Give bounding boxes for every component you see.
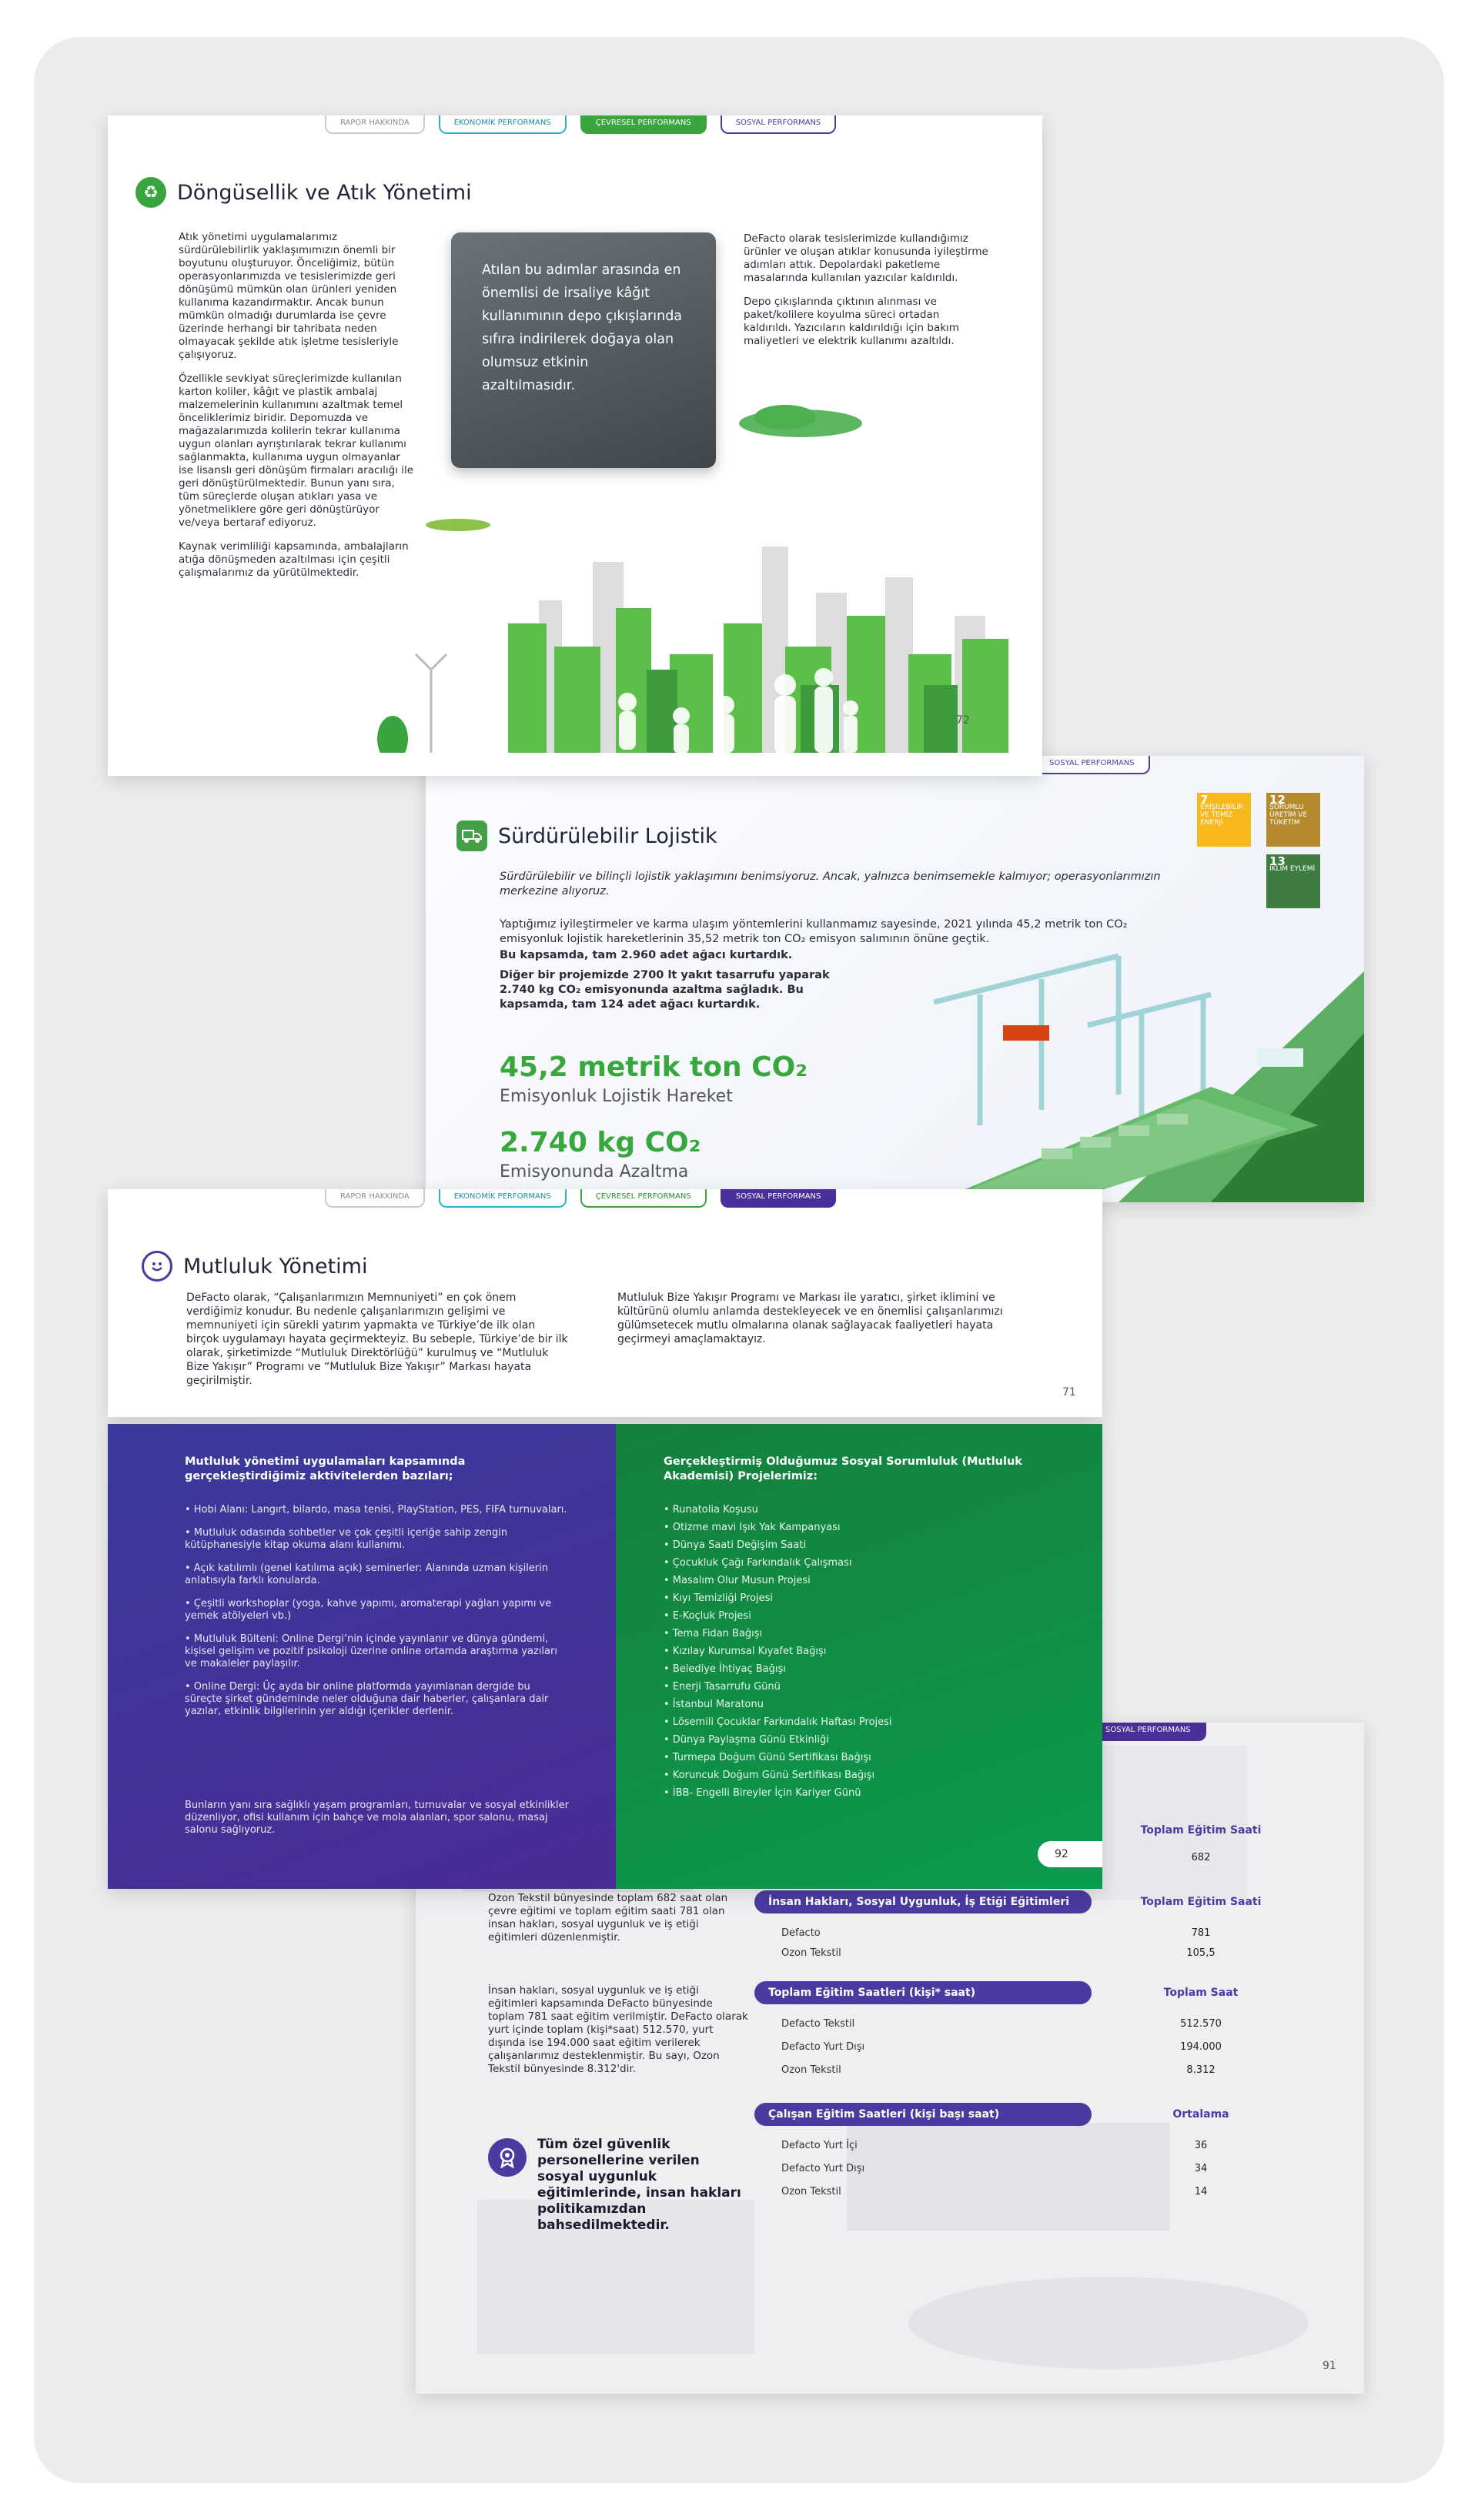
list-item: • Online Dergi: Üç ayda bir online platformda yayımlanan dergide bu süreçte şirket gündeminde neler olduğuna dair haberler, çalışanlara dair yazılar, etkinlik bilgilerinin yer aldığı içerikler derlenir.	[185, 1681, 549, 1717]
table2-column-header: Toplam Eğitim Saati	[1140, 1896, 1262, 1908]
quote-text: Atılan bu adımlar arasında en önemlisi de irsaliye kâğıt kullanımının depo çıkışlarında sıfıra indirilerek doğaya olan olumsuz etkinin azaltılmasıdır.	[482, 262, 683, 393]
list-item: • E-Koçluk Projesi	[664, 1610, 751, 1622]
tab-about-report[interactable]: RAPOR HAKKINDA	[325, 115, 425, 134]
sdg-7-badge	[1197, 793, 1251, 847]
list-item: • Koruncuk Doğum Günü Sertifikası Bağışı	[664, 1770, 875, 1781]
sdg-number: 7	[1200, 793, 1209, 807]
section-title-text: Sürdürülebilir Lojistik	[498, 824, 717, 848]
list-item: • Lösemili Çocuklar Farkındalık Haftası Projesi	[664, 1716, 892, 1728]
table3-row-value: 512.570	[1180, 2018, 1222, 2030]
list-item: • Kıyı Temizliği Projesi	[664, 1593, 774, 1604]
tab-social-performance[interactable]: SOSYAL PERFORMANS	[721, 1189, 837, 1208]
table3-row-label: Ozon Tekstil	[781, 2064, 841, 2076]
page-number: 71	[1062, 1386, 1076, 1399]
section-title	[142, 1251, 367, 1282]
list-item: • Açık katılımlı (genel katılıma açık) seminerler: Alanında uzman kişilerin anlatısıyla farklı konularda.	[185, 1562, 548, 1586]
page-number: 72	[956, 714, 970, 727]
sdg-13-badge	[1266, 854, 1320, 908]
section-title-text: Döngüsellik ve Atık Yönetimi	[177, 180, 472, 205]
list-item: • Çeşitli workshoplar (yoga, kahve yapımı, aromaterapi yağları yapımı ve yemek atölyeleri vb.)	[185, 1598, 552, 1622]
table4-row-label: Ozon Tekstil	[781, 2186, 841, 2197]
page-number: 92	[1038, 1841, 1102, 1867]
table4-row-value: 14	[1194, 2186, 1208, 2197]
list-item: • Runatolia Koşusu	[664, 1504, 758, 1516]
section-title-text: Mutluluk Yönetimi	[183, 1254, 368, 1278]
training-text-top: Ozon Tekstil bünyesinde toplam 682 saat olan çevre eğitimi ve toplam eğitim saati 781 olan insan hakları, sosyal uygunluk ve iş etiği eğitimleri düzenlenmiştir.	[488, 1892, 728, 1943]
activities-list	[185, 1504, 570, 1729]
stat-2-value: 2.740 kg CO₂	[500, 1127, 701, 1158]
stat-2-label: Emisyonunda Azaltma	[500, 1162, 689, 1181]
happiness-left-text: DeFacto olarak, “Çalışanlarımızın Memnuniyeti” en çok önem verdiğimiz konudur. Bu nedenle çalışanlarımızın gelişimi ve memnuniyeti için sürekli yatırım yapmakta ve Türkiye’de ilk olan birçok uygulamayı hayata geçirmekteyiz. Bu sebeple, Türkiye’de bir ilk olarak, şirketimizde “Mutluluk Direktörlüğü” kurulmuş ve “Mutluluk Bize Yakışır” Programı ve “Mutluluk Bize Yakışır” Markası hayata geçirilmiştir.	[186, 1292, 568, 1387]
list-item: • Turmepa Doğum Günü Sertifikası Bağışı	[664, 1752, 871, 1763]
green-city-illustration	[108, 115, 1042, 776]
activities-footer: Bunların yanı sıra sağlıklı yaşam programları, turnuvalar ve sosyal etkinlikler düzenliyor, ofisi kullanım için bahçe ve mola alanları, spor salonu, masaj salonu sağlıyoruz.	[185, 1800, 569, 1836]
sdg-number: 12	[1269, 793, 1286, 807]
logistics-body-3: Diğer bir projemizde 2700 lt yakıt tasarrufu yaparak 2.740 kg CO₂ emisyonunda azaltma sağladık. Bu kapsamda, tam 124 adet ağacı kurtardık.	[500, 969, 830, 1011]
list-item: • Otizme mavi Işık Yak Kampanyası	[664, 1522, 841, 1533]
tab-environmental-performance[interactable]: ÇEVRESEL PERFORMANS	[580, 115, 707, 134]
table3-pill-header: Toplam Eğitim Saatleri (kişi* saat)	[754, 1981, 1092, 2004]
table2-pill-header: İnsan Hakları, Sosyal Uygunluk, İş Etiği Eğitimleri	[754, 1890, 1092, 1913]
recycle-icon: ♻	[135, 177, 166, 208]
list-item: • Mutluluk odasında sohbetler ve çok çeşitli içeriğe sahip zengin kütüphanesiyle kitap okuma alanı kullanımı.	[185, 1527, 508, 1551]
table2-row-label: Ozon Tekstil	[781, 1947, 841, 1959]
table4-pill-header: Çalışan Eğitim Saatleri (kişi başı saat)	[754, 2103, 1092, 2126]
training-text-bottom: İnsan hakları, sosyal uygunluk ve iş etiği eğitimleri kapsamında DeFacto bünyesinde toplam 781 saat eğitim verilmiştir. DeFacto olarak yurt içinde toplam (kişi*saat) 512.570, yurt dışında ise 194.000 saat eğitim verilerek çalışanlarımız desteklenmiştir. Bu sayı, Ozon Tekstil bünyesinde 8.312'dir.	[488, 1984, 748, 2075]
list-item: • Tema Fidan Bağışı	[664, 1628, 763, 1639]
logistics-body-1: Yaptığımız iyileştirmeler ve karma ulaşım yöntemlerini kullanmamız sayesinde, 2021 yılında 45,2 metrik ton CO₂ emisyonluk lojistik hareketlerinin 35,52 metrik ton CO₂ emisyon salımının önüne geçtik.	[500, 918, 1128, 945]
list-item: • Enerji Tasarrufu Günü	[664, 1681, 781, 1693]
truck-icon	[456, 821, 487, 851]
tab-social-performance[interactable]: SOSYAL PERFORMANS	[721, 115, 837, 134]
tab-about-report[interactable]: RAPOR HAKKINDA	[325, 1189, 425, 1208]
table1-column-header: Toplam Eğitim Saati	[1140, 1824, 1262, 1837]
sdg-number: 13	[1269, 854, 1286, 868]
table4-row-value: 34	[1194, 2163, 1208, 2174]
list-item: • Kızılay Kurumsal Kıyafet Bağışı	[664, 1646, 827, 1657]
sdg-12-badge	[1266, 793, 1320, 847]
paragraph: Kaynak verimliliği kapsamında, ambalajların atığa dönüşmeden azaltılması için çeşitli çalışmalarımız da yürütülmektedir.	[179, 540, 409, 579]
table3-row-value: 8.312	[1186, 2064, 1216, 2076]
table4-column-header: Ortalama	[1172, 2108, 1229, 2121]
tab-environmental-performance[interactable]: ÇEVRESEL PERFORMANS	[580, 1189, 707, 1208]
table2-row-label: Defacto	[781, 1927, 821, 1939]
projects-list	[664, 1504, 1018, 1805]
list-item: • İBB- Engelli Bireyler İçin Kariyer Günü	[664, 1787, 861, 1799]
table4-row-label: Defacto Yurt Dışı	[781, 2163, 865, 2174]
logistics-intro: Sürdürülebilir ve bilinçli lojistik yaklaşımını benimsiyoruz. Ancak, yalnızca benimsemekle kalmıyor; operasyonlarımızın merkezine alıyoruz.	[500, 871, 1161, 897]
port-crane-illustration	[888, 925, 1364, 1202]
table3-row-label: Defacto Tekstil	[781, 2018, 855, 2030]
projects-heading: Gerçekleştirmiş Olduğumuz Sosyal Sorumluluk (Mutluluk Akademisi) Projelerimiz:	[664, 1456, 1022, 1482]
stat-1-value: 45,2 metrik ton CO₂	[500, 1051, 808, 1083]
section-title	[456, 821, 717, 851]
sdg-label: ERİŞİLEBİLİR VE TEMİZ ENERJİ	[1200, 804, 1244, 827]
activities-heading: Mutluluk yönetimi uygulamaları kapsamında gerçekleştirdiğimiz aktivitelerden bazıları;	[185, 1456, 466, 1482]
callout-text: Tüm özel güvenlik personellerine verilen sosyal uygunluk eğitimlerinde, insan hakları politikamızdan bahsedilmektedir.	[537, 2137, 741, 2233]
list-item: • Hobi Alanı: Langırt, bilardo, masa tenisi, PlayStation, PES, FIFA turnuvaları.	[185, 1504, 567, 1516]
paragraph: Depo çıkışlarında çıktının alınması ve paket/kolilere koyulma süreci ortadan kaldırıldı. Yazıcıların kaldırıldığı için bakım maliyetleri ve elektrik kullanımı azaltıldı.	[744, 296, 959, 347]
stat-1-label: Emisyonluk Lojistik Hareket	[500, 1087, 733, 1106]
sdg-label: İKLİM EYLEMİ	[1269, 865, 1316, 873]
sdg-label: SORUMLU ÜRETİM VE TÜKETİM	[1269, 804, 1308, 827]
paragraph: Atık yönetimi uygulamalarımız sürdürülebilirlik yaklaşımımızın önemli bir boyutunu oluşturuyor. Önceliğimiz, bütün operasyonlarımızda ve tesislerimizde geri dönüşümü mümkün olan ürünleri yeniden kullanıma kazandırmaktır. Ancak bunun mümkün olmadığı durumlarda ise çevre üzerinde herhangi bir tahribata neden olmayacak şekilde atık işletme tesisleriyle çalışıyoruz.	[179, 231, 399, 361]
page-happiness-management	[108, 1189, 1102, 1417]
paragraph: Özellikle sevkiyat süreçlerimizde kullanılan karton koliler, kâğıt ve plastik ambalaj malzemelerinin kullanımını azaltmak temel önceliklerimiz biridir. Depomuzda ve mağazalarımızda kolilerin tekrar kullanıma uygun olanları ayrıştırılarak tekrar kullanımı sağlanmakta, kullanıma uygun olmayanlar ise lisanslı geri dönüşüm firmaları aracılığı ile geri dönüştürülmektedir. Bunun yanı sıra, tüm süreçlerde oluşan atıkları yasa ve yönetmeliklere göre geri dönüştürüyor ve/veya bertaraf ediyoruz.	[179, 373, 414, 529]
list-item: • İstanbul Maratonu	[664, 1699, 764, 1710]
table1-row-value: 682	[1191, 1852, 1211, 1863]
table3-row-value: 194.000	[1180, 2041, 1222, 2053]
table3-column-header: Toplam Saat	[1163, 1987, 1239, 1999]
table4-row-label: Defacto Yurt İçi	[781, 2140, 858, 2151]
list-item: • Dünya Paylaşma Günü Etkinliği	[664, 1734, 829, 1746]
list-item: • Çocukluk Çağı Farkındalık Çalışması	[664, 1557, 852, 1569]
page-number: 91	[1323, 2360, 1336, 2372]
tab-social-performance[interactable]: SOSYAL PERFORMANS	[1034, 756, 1150, 774]
table3-row-label: Defacto Yurt Dışı	[781, 2041, 865, 2053]
happiness-right-text: Mutluluk Bize Yakışır Programı ve Markası ile yaratıcı, şirket iklimini ve kültürünü olumlu anlamda destekleyecek ve en önemlisi çalışanlarımızı gülümsetecek mutlu olmalarına olanak sağlayacak faaliyetleri hayata geçirmeyi amaçlamaktayız.	[617, 1292, 1003, 1345]
tab-economic-performance[interactable]: EKONOMİK PERFORMANS	[439, 115, 567, 134]
page-waste-management	[108, 115, 1042, 776]
list-item: • Mutluluk Bülteni: Online Dergi’nin içinde yayınlanır ve dünya gündemi, kişisel gelişim ve pozitif psikoloji üzerine online ortamda araştırma yazıları ve makaleler paylaşılır.	[185, 1633, 557, 1669]
tab-social-performance[interactable]: SOSYAL PERFORMANS	[1090, 1723, 1206, 1741]
tab-economic-performance[interactable]: EKONOMİK PERFORMANS	[439, 1189, 567, 1208]
paragraph: DeFacto olarak tesislerimizde kullandığımız ürünler ve oluşan atıklar konusunda iyileştirme adımları attık. Depolardaki paketleme masalarında kullanılan yazıcılar kaldırıldı.	[744, 232, 988, 284]
page-logistics	[426, 756, 1364, 1202]
list-item: • Dünya Saati Değişim Saati	[664, 1539, 807, 1551]
smile-icon	[142, 1251, 172, 1282]
list-item: • Belediye İhtiyaç Bağışı	[664, 1663, 786, 1675]
logistics-body-2: Bu kapsamda, tam 2.960 adet ağacı kurtardık.	[500, 949, 793, 961]
nav-tabs	[325, 1189, 836, 1208]
table2-row-value: 105,5	[1186, 1947, 1216, 1959]
table4-row-value: 36	[1194, 2140, 1208, 2151]
page-activities-projects	[108, 1424, 1102, 1889]
list-item: • Masalım Olur Musun Projesi	[664, 1575, 811, 1586]
table2-row-value: 781	[1191, 1927, 1211, 1939]
badge-icon	[488, 2138, 527, 2177]
